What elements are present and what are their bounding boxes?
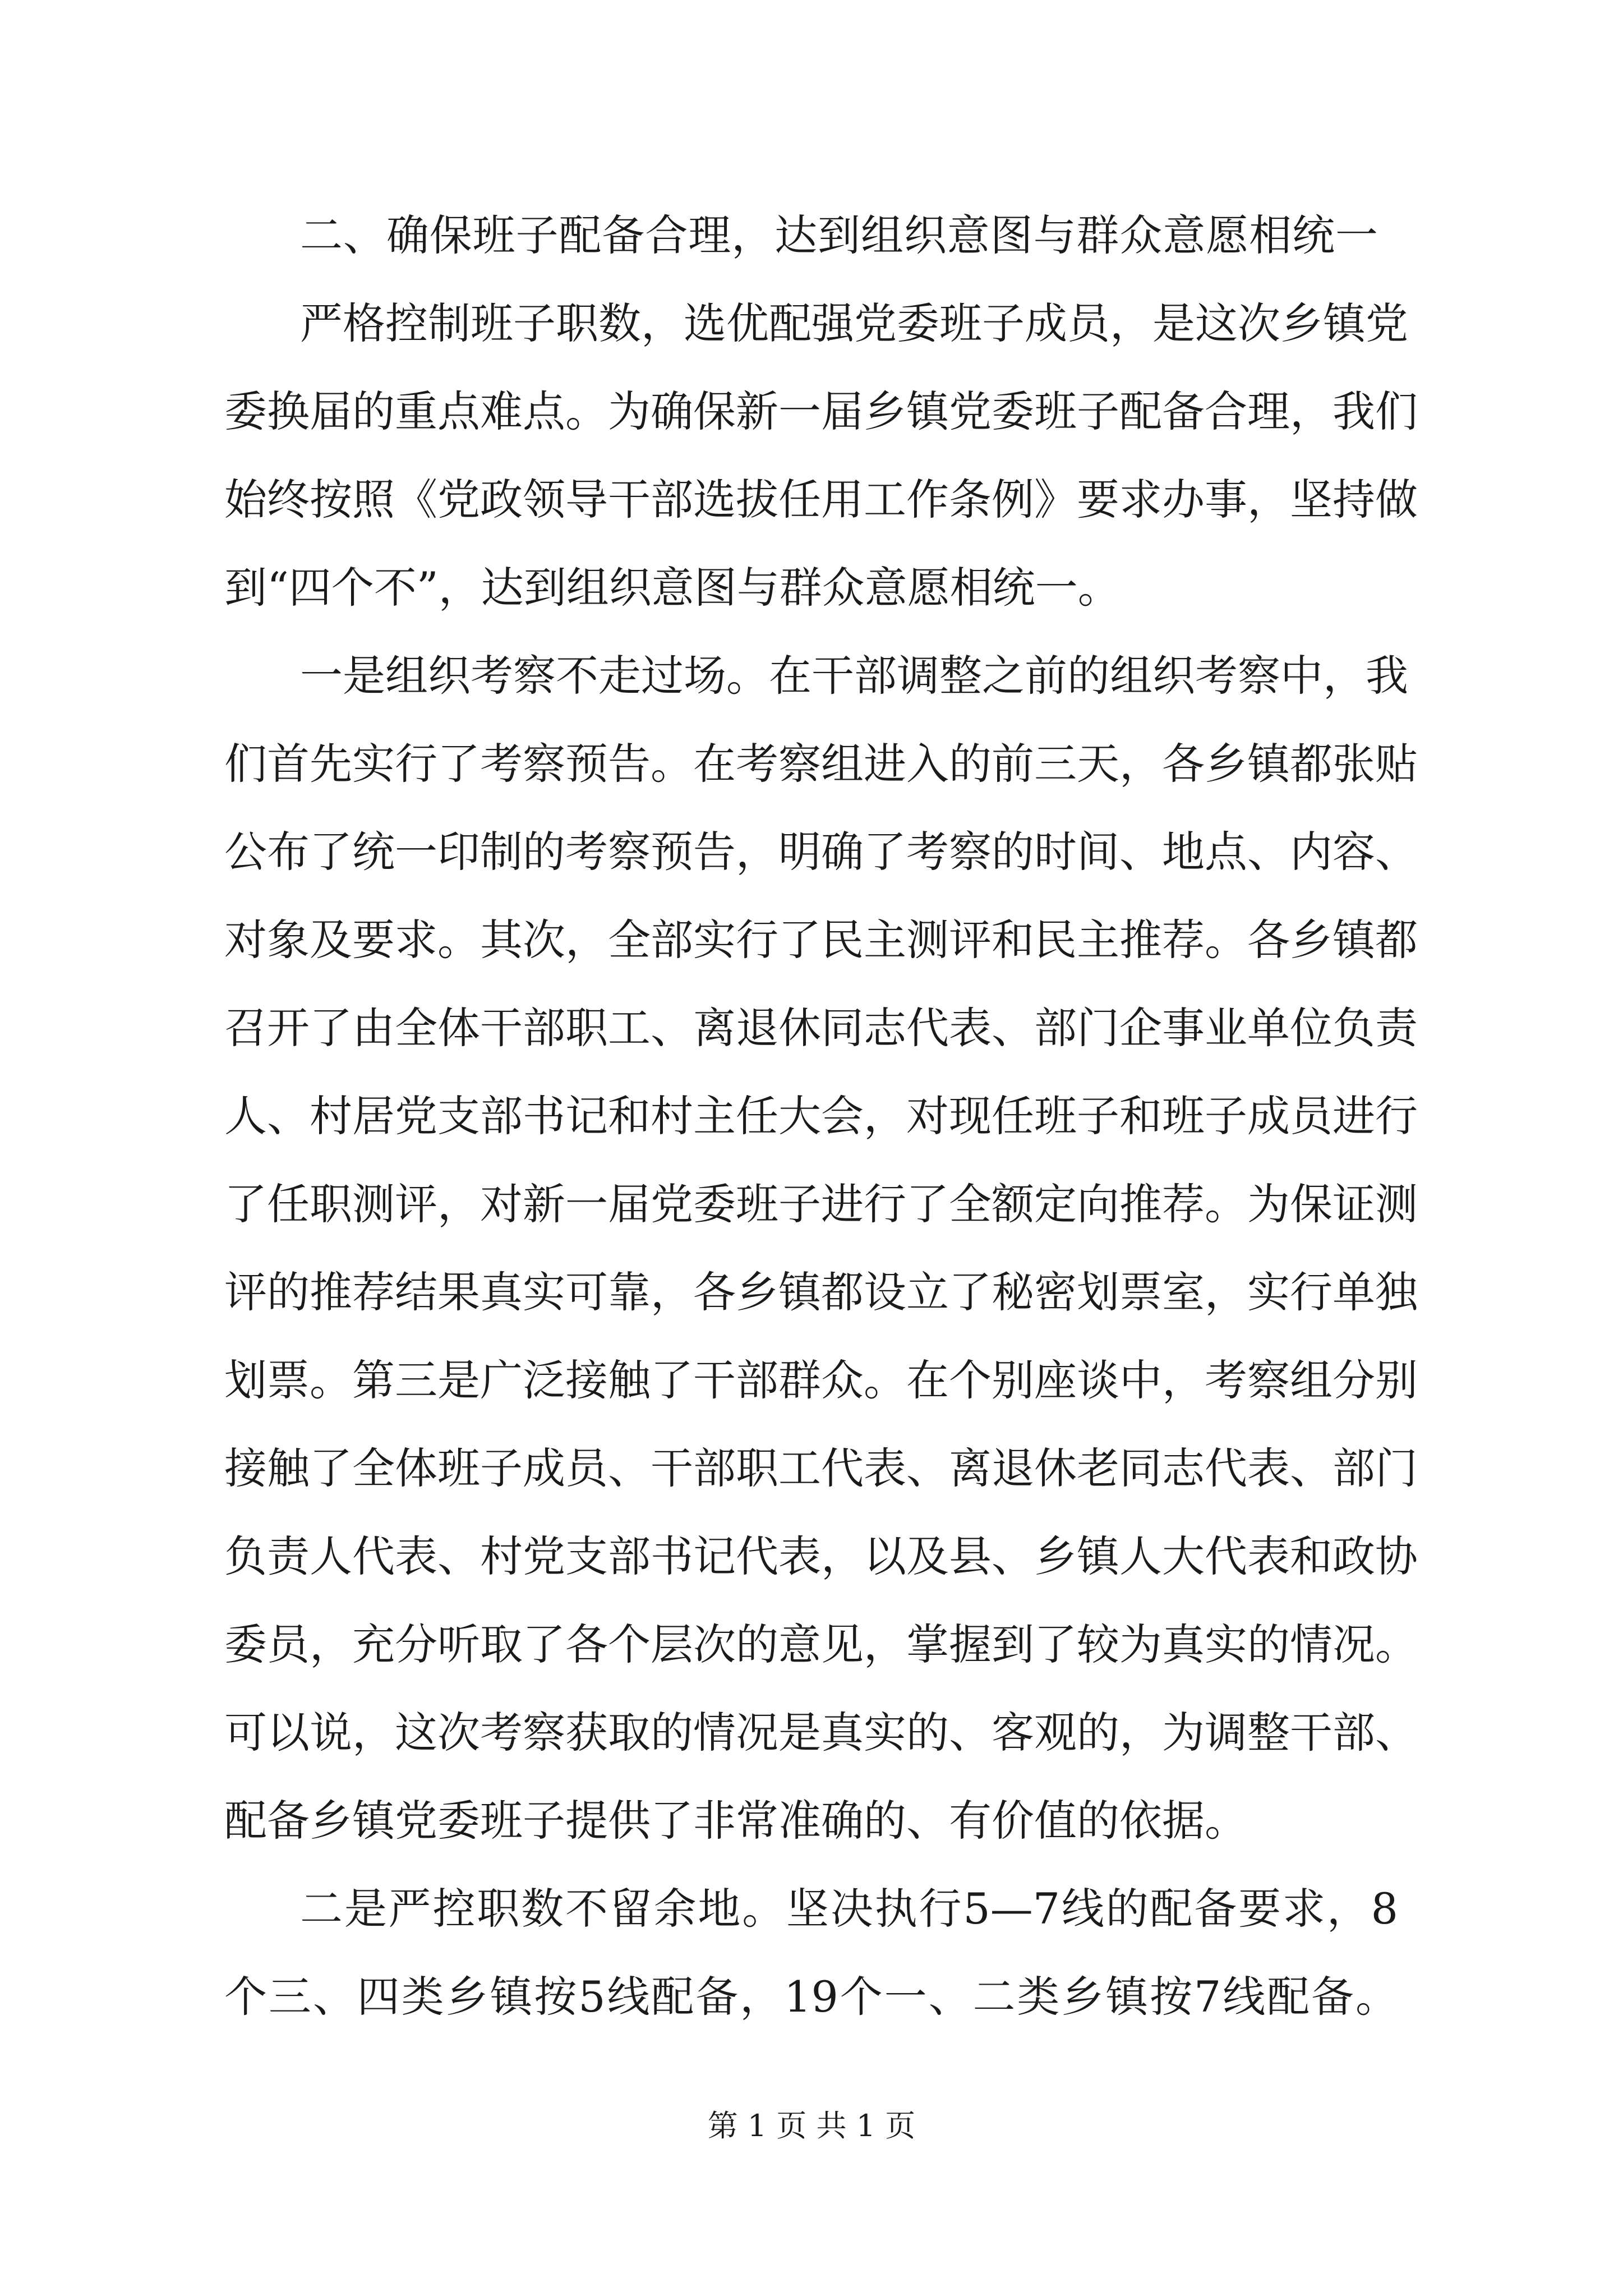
paragraph-line: [0, 986, 1623, 1070]
line-text: 召开了由全体干部职工、离退休同志代表、部门企事业单位负责: [224, 1003, 1418, 1053]
page-number-footer: [0, 2101, 1623, 2151]
line-text: 可以说，这次考察获取的情况是真实的、客观的，为调整干部、: [224, 1708, 1418, 1757]
paragraph-line: [0, 898, 1623, 982]
line-text: 二是严控职数不留余地。坚决执行5—7线的配备要求，8: [300, 1884, 1398, 1934]
paragraph-line: [0, 1603, 1623, 1687]
line-text: 始终按照《党政领导干部选拔任用工作条例》要求办事，坚持做: [224, 475, 1418, 524]
line-text: 到“四个不”，达到组织意图与群众意愿相统一。: [224, 563, 1121, 613]
paragraph-line: [0, 1779, 1623, 1863]
paragraph-line: [0, 1691, 1623, 1775]
line-text: 公布了统一印制的考察预告，明确了考察的时间、地点、内容、: [224, 827, 1418, 877]
paragraph-line: [0, 810, 1623, 894]
section-heading: [0, 194, 1623, 278]
paragraph-line: [0, 1867, 1623, 1951]
paragraph-line: [0, 370, 1623, 454]
paragraph-line: [0, 458, 1623, 542]
line-text: 负责人代表、村党支部书记代表，以及县、乡镇人大代表和政协: [224, 1531, 1418, 1581]
paragraph-line: [0, 722, 1623, 806]
line-text: 评的推荐结果真实可靠，各乡镇都设立了秘密划票室，实行单独: [224, 1267, 1418, 1317]
line-text: 人、村居党支部书记和村主任大会，对现任班子和班子成员进行: [224, 1091, 1418, 1141]
paragraph-line: [0, 634, 1623, 718]
line-text: 了任职测评，对新一届党委班子进行了全额定向推荐。为保证测: [224, 1179, 1418, 1229]
paragraph-line: [0, 1427, 1623, 1511]
line-text: 划票。第三是广泛接触了干部群众。在个别座谈中，考察组分别: [224, 1355, 1418, 1405]
line-text: 配备乡镇党委班子提供了非常准确的、有价值的依据。: [224, 1796, 1247, 1846]
line-text: 委员，充分听取了各个层次的意见，掌握到了较为真实的情况。: [224, 1619, 1418, 1669]
heading-text: 二、确保班子配备合理，达到组织意图与群众意愿相统一: [300, 210, 1378, 260]
paragraph-line: [0, 1250, 1623, 1335]
line-text: 们首先实行了考察预告。在考察组进入的前三天，各乡镇都张贴: [224, 739, 1418, 789]
line-text: 对象及要求。其次，全部实行了民主测评和民主推荐。各乡镇都: [224, 915, 1418, 965]
paragraph-line: [0, 1338, 1623, 1423]
line-text: 委换届的重点难点。为确保新一届乡镇党委班子配备合理，我们: [224, 386, 1418, 436]
paragraph-line: [0, 1515, 1623, 1599]
line-text: 严格控制班子职数，选优配强党委班子成员，是这次乡镇党: [300, 298, 1408, 348]
paragraph-line: [0, 1074, 1623, 1158]
page-number-label: 第 1 页 共 1 页: [707, 2108, 916, 2143]
line-text: 一是组织考察不走过场。在干部调整之前的组织考察中，我: [300, 651, 1408, 701]
paragraph-line: [0, 546, 1623, 630]
paragraph-line: [0, 1955, 1623, 2039]
line-text: 个三、四类乡镇按5线配备，19个一、二类乡镇按7线配备。: [224, 1972, 1398, 2022]
paragraph-line: [0, 1162, 1623, 1246]
paragraph-line: [0, 282, 1623, 366]
line-text: 接触了全体班子成员、干部职工代表、离退休老同志代表、部门: [224, 1443, 1418, 1493]
